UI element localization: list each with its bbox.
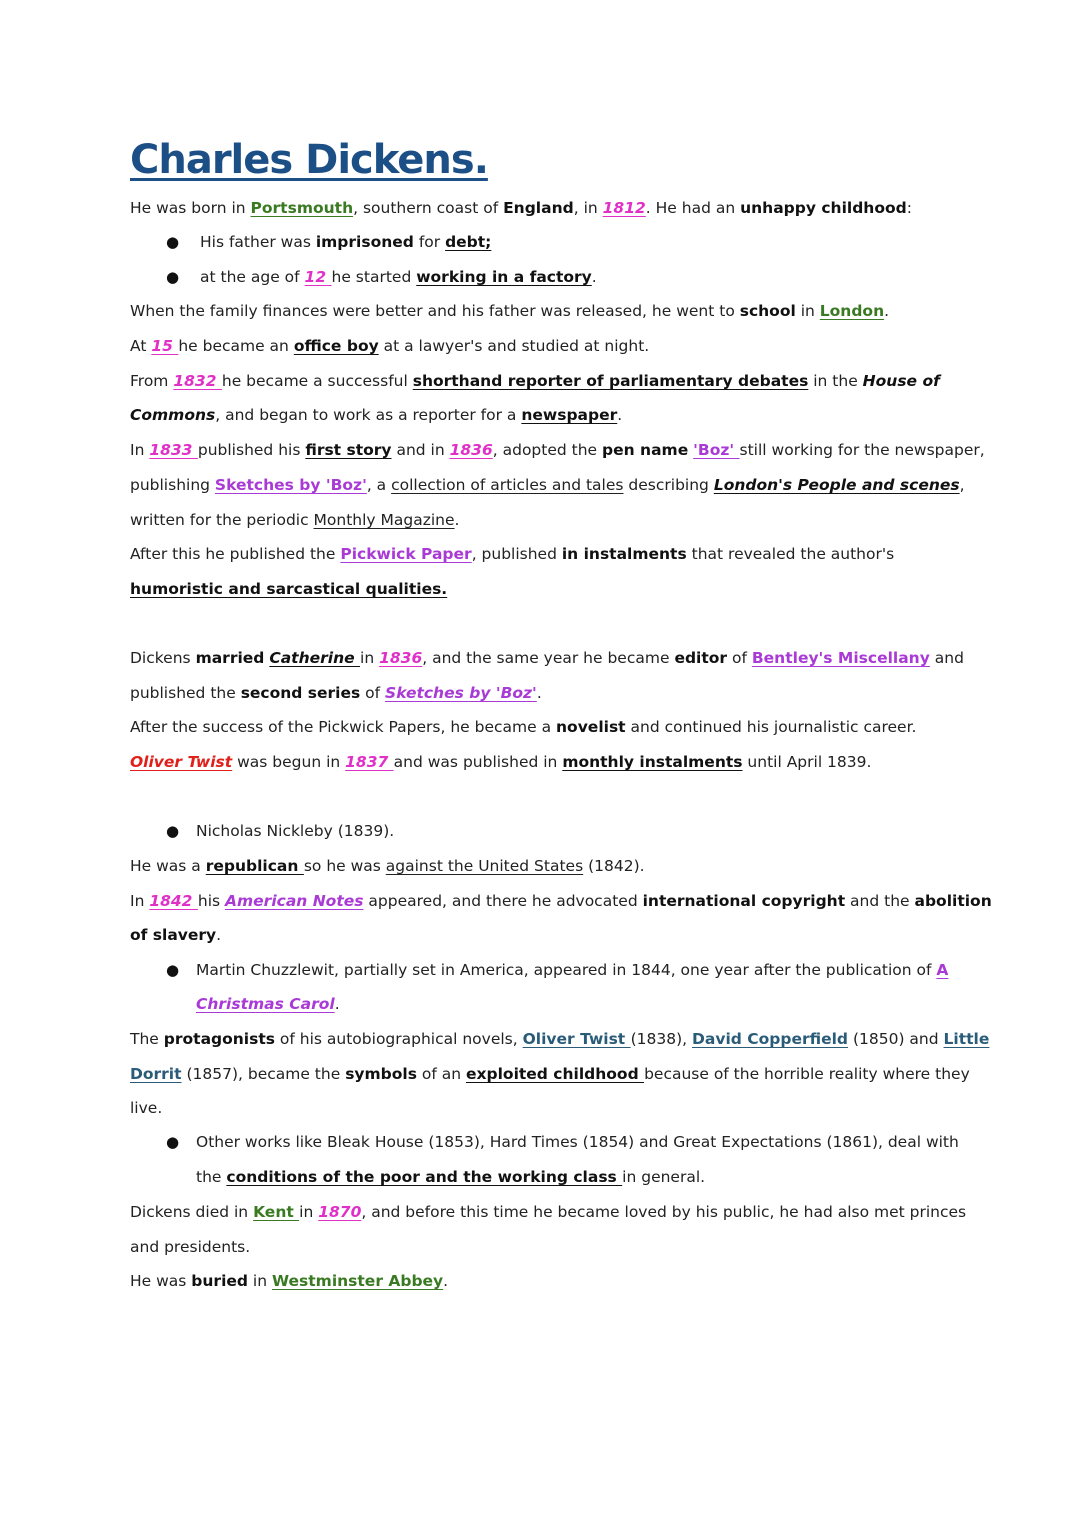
text: of an	[416, 1065, 466, 1083]
keyword-editor: editor	[674, 649, 728, 667]
year-1836: 1836	[379, 649, 423, 667]
paragraph-republican	[130, 855, 645, 877]
paragraph-pickwick-1	[130, 543, 894, 565]
paragraph-protagonists-1	[130, 1028, 989, 1050]
paragraph-first-story-3	[130, 509, 459, 531]
text: written for the periodic	[130, 511, 314, 529]
keyword-school: school	[739, 302, 796, 320]
keyword-boz: 'Boz'	[693, 441, 740, 459]
bullet-item-chuzzlewit-1	[196, 959, 948, 981]
text: Nicholas Nickleby (1839).	[196, 822, 395, 840]
keyword-pen-name: pen name	[602, 441, 689, 459]
work-sketches-by-boz: Sketches by 'Boz'	[385, 684, 537, 702]
paragraph-school	[130, 300, 889, 322]
bullet-icon: ●	[166, 1133, 180, 1151]
keyword-novelist: novelist	[556, 718, 626, 736]
text: he became a successful	[221, 372, 413, 390]
bullet-icon: ●	[166, 961, 180, 979]
year-1836: 1836	[449, 441, 493, 459]
text: and	[929, 649, 964, 667]
work-christmas-carol: A	[936, 961, 949, 979]
text: and was published in	[393, 753, 563, 771]
year-1812: 1812	[602, 199, 646, 217]
text: of his autobiographical novels,	[274, 1030, 523, 1048]
paragraph-protagonists-3	[130, 1097, 162, 1119]
place-westminster-abbey: Westminster Abbey	[271, 1272, 444, 1290]
text: and continued his journalistic career.	[625, 718, 917, 736]
text: .	[334, 995, 340, 1013]
text: , in	[573, 199, 603, 217]
paragraph-death-1	[130, 1201, 966, 1223]
place-england: England	[503, 199, 574, 217]
keyword-exploited-childhood: exploited childhood	[466, 1065, 645, 1083]
bullet-item-nickleby	[196, 820, 394, 842]
keyword-copyright: international copyright	[642, 892, 846, 910]
paragraph-office-boy	[130, 335, 649, 357]
keyword-abolition: abolition	[914, 892, 992, 910]
text: live.	[130, 1099, 163, 1117]
keyword-monthly-magazine: Monthly Magazine	[313, 511, 455, 529]
text: In	[130, 441, 150, 459]
keyword-newspaper: newspaper	[521, 406, 618, 424]
text: .	[536, 684, 542, 702]
text: , southern coast of	[353, 199, 504, 217]
paragraph-american-notes-1	[130, 890, 992, 912]
keyword-londons-people: London's People and scenes	[713, 476, 960, 494]
text: At	[130, 337, 152, 355]
keyword-commons: Commons	[130, 406, 216, 424]
text: and in	[391, 441, 450, 459]
keyword-symbols: symbols	[345, 1065, 417, 1083]
place-portsmouth: Portsmouth	[250, 199, 354, 217]
text: (1850) and	[848, 1030, 944, 1048]
paragraph-oliver-twist	[130, 751, 871, 773]
text: His father was	[200, 233, 316, 251]
keyword-slavery: of slavery	[130, 926, 217, 944]
text: because of the horrible reality where they	[644, 1065, 970, 1083]
text: his	[197, 892, 226, 910]
text: He was	[130, 1272, 192, 1290]
work-david-copperfield: David Copperfield	[692, 1030, 849, 1048]
text: in the	[808, 372, 863, 390]
text: In	[130, 892, 150, 910]
text: for	[413, 233, 446, 251]
text: published the	[130, 684, 241, 702]
text: at a lawyer's and studied at night.	[378, 337, 650, 355]
paragraph-novelist	[130, 716, 916, 738]
paragraph-first-story-1	[130, 439, 985, 461]
paragraph-birth	[130, 197, 912, 219]
keyword-married: married	[195, 649, 265, 667]
text: , adopted the	[492, 441, 603, 459]
paragraph-marriage-2	[130, 682, 542, 704]
keyword-in-instalments: in instalments	[561, 545, 687, 563]
keyword-second-series: second series	[240, 684, 361, 702]
bullet-item-chuzzlewit-2	[196, 993, 340, 1015]
paragraph-american-notes-2	[130, 924, 221, 946]
text: in	[299, 1203, 319, 1221]
keyword-imprisoned: imprisoned	[315, 233, 414, 251]
page-title: Charles Dickens.	[130, 137, 488, 183]
work-little-dorrit: Little	[943, 1030, 990, 1048]
text: , and before this time he became loved by his public, he had also met princes	[361, 1203, 967, 1221]
text: He was born in	[130, 199, 251, 217]
text: he started	[331, 268, 417, 286]
paragraph-buried	[130, 1270, 448, 1292]
text: Dickens died in	[130, 1203, 254, 1221]
keyword-collection: collection of articles and tales	[391, 476, 624, 494]
text: .	[216, 926, 222, 944]
text: in	[360, 649, 380, 667]
person-catherine: Catherine	[269, 649, 361, 667]
bullet-item-other-works-2	[196, 1166, 705, 1188]
keyword-unhappy-childhood: unhappy childhood	[740, 199, 907, 217]
work-oliver-twist: Oliver Twist	[130, 753, 233, 771]
keyword-shorthand-reporter: shorthand reporter of parliamentary debates	[412, 372, 809, 390]
text: was begun in	[232, 753, 346, 771]
text: publishing	[130, 476, 215, 494]
text: appeared, and there he advocated	[363, 892, 643, 910]
place-kent: Kent	[253, 1203, 300, 1221]
text: Martin Chuzzlewit, partially set in America, appeared in 1844, one year after the publication of	[196, 961, 937, 979]
paragraph-reporter-1	[130, 370, 940, 392]
year-1832: 1832	[173, 372, 222, 390]
paragraph-death-2	[130, 1236, 250, 1258]
keyword-buried: buried	[191, 1272, 248, 1290]
work-christmas-carol: Christmas Carol	[196, 995, 335, 1013]
number-15: 15	[151, 337, 179, 355]
text: He was a	[130, 857, 206, 875]
text: .	[591, 268, 597, 286]
text: .	[454, 511, 460, 529]
text: Other works like Bleak House (1853), Hard Times (1854) and Great Expectations (1861), deal with	[196, 1133, 959, 1151]
bullet-icon: ●	[166, 268, 180, 286]
text: and the	[845, 892, 915, 910]
work-sketches-by-boz: Sketches by 'Boz'	[214, 476, 367, 494]
text: After the success of the Pickwick Papers, he became a	[130, 718, 557, 736]
text: . He had an	[645, 199, 741, 217]
year-1837: 1837	[345, 753, 394, 771]
text: From	[130, 372, 174, 390]
number-12: 12	[304, 268, 332, 286]
work-pickwick-paper: Pickwick Paper	[340, 545, 472, 563]
text: that revealed the author's	[686, 545, 895, 563]
text: at the age of	[200, 268, 305, 286]
text: describing	[623, 476, 714, 494]
text: .	[443, 1272, 449, 1290]
keyword-republican: republican	[205, 857, 304, 875]
text: When the family finances were better and his father was released, he went to	[130, 302, 740, 320]
keyword-against-us: against the United States	[385, 857, 584, 875]
text: in	[795, 302, 820, 320]
keyword-factory: working in a factory	[416, 268, 592, 286]
paragraph-reporter-2	[130, 404, 622, 426]
text: of	[727, 649, 752, 667]
bullet-item-imprisoned	[200, 231, 491, 253]
paragraph-marriage-1	[130, 647, 964, 669]
text: .	[884, 302, 890, 320]
work-bentleys-miscellany: Bentley's Miscellany	[751, 649, 930, 667]
work-american-notes: American Notes	[225, 892, 364, 910]
text: :	[906, 199, 912, 217]
keyword-conditions-of-poor: conditions of the poor and the working class	[226, 1168, 623, 1186]
text: in general.	[622, 1168, 706, 1186]
text: and presidents.	[130, 1238, 251, 1256]
paragraph-pickwick-2	[130, 578, 447, 600]
keyword-debt: debt;	[445, 233, 492, 251]
text: (1857), became the	[181, 1065, 346, 1083]
keyword-office-boy: office boy	[293, 337, 379, 355]
bullet-icon: ●	[166, 822, 180, 840]
text: so he was	[303, 857, 386, 875]
text: of	[360, 684, 386, 702]
text: ,	[959, 476, 965, 494]
keyword-protagonists: protagonists	[163, 1030, 275, 1048]
work-little-dorrit: Dorrit	[130, 1065, 182, 1083]
text: , and the same year he became	[422, 649, 675, 667]
keyword-monthly-instalments: monthly instalments	[562, 753, 743, 771]
keyword-first-story: first story	[305, 441, 392, 459]
work-oliver-twist: Oliver Twist	[522, 1030, 631, 1048]
place-london: London	[819, 302, 885, 320]
text: After this he published the	[130, 545, 341, 563]
text: (1838),	[630, 1030, 693, 1048]
bullet-item-other-works-1	[196, 1131, 959, 1153]
text: he became an	[178, 337, 294, 355]
year-1842: 1842	[149, 892, 198, 910]
year-1833: 1833	[149, 441, 198, 459]
text: The	[130, 1030, 164, 1048]
keyword-humoristic: humoristic and sarcastical qualities.	[130, 580, 448, 598]
year-1870: 1870	[318, 1203, 362, 1221]
text: still working for the newspaper,	[739, 441, 985, 459]
text: published his	[197, 441, 306, 459]
text: until April 1839.	[742, 753, 872, 771]
text: Dickens	[130, 649, 196, 667]
text: (1842).	[583, 857, 645, 875]
bullet-item-factory	[200, 266, 597, 288]
keyword-house-of-commons: House of	[862, 372, 940, 390]
text: , a	[366, 476, 392, 494]
text: in	[248, 1272, 272, 1290]
text: , published	[471, 545, 562, 563]
paragraph-protagonists-2	[130, 1063, 970, 1085]
text: the	[196, 1168, 227, 1186]
text: , and began to work as a reporter for a	[215, 406, 522, 424]
text: .	[617, 406, 623, 424]
paragraph-first-story-2	[130, 474, 965, 496]
bullet-icon: ●	[166, 233, 180, 251]
